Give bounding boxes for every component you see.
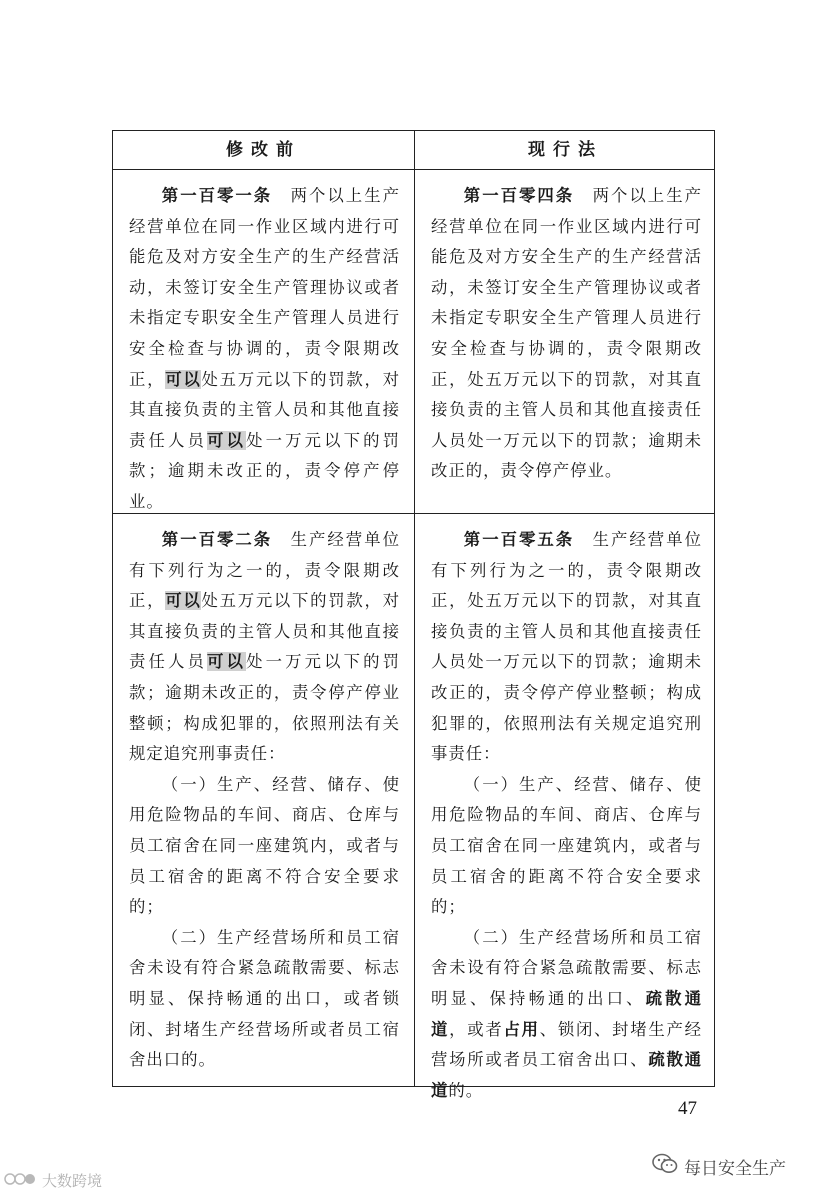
bold-text: 占用 [503, 1019, 540, 1039]
article-number: 第一百零四条 [463, 186, 575, 205]
highlight-text: 可以 [165, 591, 202, 611]
row2-before-cell [113, 525, 414, 1076]
list-item [431, 923, 702, 1107]
highlight-text: 可以 [165, 369, 202, 389]
wechat-icon [652, 1153, 678, 1180]
article-number: 第一百零二条 [161, 530, 273, 549]
article-number: 第一百零五条 [463, 530, 575, 549]
text-span: 生产经营单位有下列行为之一的，责令限期改正， [129, 530, 401, 611]
highlight-text: 可以 [207, 652, 247, 672]
text-span: 处一万元以下的罚款；逾期未改正的，责令停产停业。 [129, 430, 401, 511]
page-number: 47 [678, 1098, 697, 1119]
row2-current-cell [415, 525, 716, 1106]
text-span: 处一万元以下的罚款；逾期未改正的，责令停产停业整顿；构成犯罪的，依照刑法有关规定追究刑事责任： [129, 652, 401, 764]
row1-current-text [431, 181, 702, 487]
header-current-law: 现行法 [528, 140, 603, 160]
text-span: （二）生产经营场所和员工宿舍未设有符合紧急疏散需要、标志明显、保持畅通的出口、 [431, 927, 702, 1008]
row1-current-cell [415, 181, 716, 487]
text-span: 两个以上生产经营单位在同一作业区域内进行可能危及对方安全生产的生产经营活动，未签订安全生产管理协议或者未指定专职安全生产管理人员进行安全检查与协调的，责令限期改正， [129, 186, 401, 389]
header-divider [113, 169, 714, 170]
text-span: 生产经营单位有下列行为之一的，责令限期改正，处五万元以下的罚款，对其直接负责的主管人员和其他直接责任人员处一万元以下的罚款；逾期未改正的，责令停产停业整顿；构成犯罪的，依照刑法有关规定追究刑事责任： [431, 530, 703, 764]
watermark-logo-icon [4, 1171, 38, 1191]
text-span: ，或者 [449, 1019, 504, 1039]
highlight-text: 可以 [207, 430, 247, 450]
row2-before-text [129, 525, 400, 770]
text-span: 的。 [448, 1080, 484, 1100]
row2-current-text [431, 525, 702, 770]
watermark-right-text: 每日安全生产 [684, 1159, 786, 1179]
list-item: （一）生产、经营、储存、使用危险物品的车间、商店、仓库与员工宿舍在同一座建筑内，或者与员工宿舍的距离不符合安全要求的； [129, 774, 400, 917]
text-span: 处五万元以下的罚款，对其直接负责的主管人员和其他直接责任人员 [129, 369, 401, 450]
article-number: 第一百零一条 [161, 186, 273, 205]
row1-before-cell [113, 181, 414, 518]
bold-text: 疏散通道 [431, 1050, 703, 1100]
text-span: 处五万元以下的罚款，对其直接负责的主管人员和其他直接责任人员 [129, 591, 401, 672]
row1-before-text [129, 181, 400, 518]
text-span: 两个以上生产经营单位在同一作业区域内进行可能危及对方安全生产的生产经营活动，未签订安全生产管理协议或者未指定专职安全生产管理人员进行安全检查与协调的，责令限期改正，处五万元以下的罚款，对其直接负责的主管人员和其他直接责任人员处一万元以下的罚款；逾期未改正的，责令停产停业。 [431, 186, 703, 481]
text-span: 、锁闭、封堵生产经营场所或者员工宿舍出口、 [431, 1019, 703, 1070]
list-item: （一）生产、经营、储存、使用危险物品的车间、商店、仓库与员工宿舍在同一座建筑内，或者与员工宿舍的距离不符合安全要求的； [431, 774, 702, 917]
list-item: （二）生产经营场所和员工宿舍未设有符合紧急疏散需要、标志明显、保持畅通的出口，或者锁闭、封堵生产经营场所或者员工宿舍出口的。 [129, 927, 400, 1070]
watermark-right [652, 1153, 786, 1180]
comparison-table [112, 130, 715, 1100]
watermark-left-text: 大数跨境 [42, 1172, 103, 1190]
header-before-amendment: 修改前 [226, 140, 301, 160]
bold-text: 疏散通道 [431, 988, 703, 1039]
watermark-left [4, 1170, 102, 1191]
